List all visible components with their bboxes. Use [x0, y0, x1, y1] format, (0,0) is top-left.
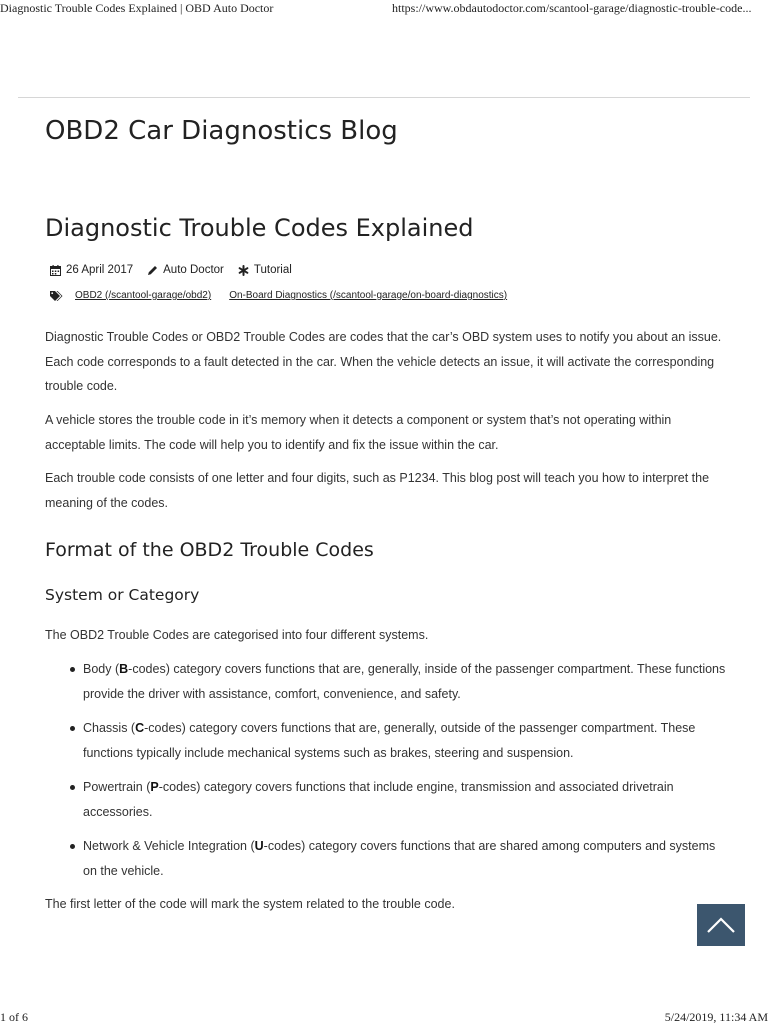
subsection-heading: System or Category — [45, 586, 200, 604]
system-letter: C — [135, 721, 145, 735]
tag-link-on-board-diagnostics[interactable]: On-Board Diagnostics (/scantool-garage/on-board-diagnostics) — [229, 290, 508, 301]
post-category-text[interactable]: Tutorial — [253, 264, 292, 276]
post-category — [238, 264, 292, 276]
list-item: Network & Vehicle Integration (U-codes) category covers functions that are shared among computers and systems on the vehicle. — [70, 834, 730, 883]
intro-paragraph-1: Diagnostic Trouble Codes or OBD2 Trouble Codes are codes that the car’s OBD system uses to notify you about an issue. Each code corresponds to a fault detected in the car. When the vehicle detects an issue, it will activate the corresponding trouble code. — [45, 330, 722, 393]
systems-intro: The OBD2 Trouble Codes are categorised into four different systems. — [45, 628, 429, 642]
first-letter-note: The first letter of the code will mark the system related to the trouble code. — [45, 897, 455, 911]
print-header-title: Diagnostic Trouble Codes Explained | OBD Auto Doctor — [0, 1, 274, 15]
pencil-icon — [147, 265, 158, 276]
section-heading: Format of the OBD2 Trouble Codes — [45, 539, 374, 561]
list-item: Chassis (C-codes) category covers functions that are, generally, outside of the passenger compartment. These functions typically include mechanical systems such as brakes, steering and suspension. — [70, 716, 730, 765]
print-footer — [0, 1008, 768, 1024]
intro-paragraph-3: Each trouble code consists of one letter and four digits, such as P1234. This blog post will teach you how to interpret the meaning of the codes. — [45, 471, 710, 510]
print-header — [0, 0, 768, 16]
print-footer-datetime: 5/24/2019, 11:34 AM — [664, 1010, 768, 1024]
post-author — [147, 264, 224, 276]
post-date — [50, 264, 133, 276]
post-date-text: 26 April 2017 — [66, 264, 134, 276]
post-tags — [50, 290, 525, 301]
calendar-icon — [50, 265, 61, 276]
tag-link-obd2[interactable]: OBD2 (/scantool-garage/obd2) — [75, 290, 212, 301]
list-item: Powertrain (P-codes) category covers functions that include engine, transmission and associated drivetrain accessories. — [70, 775, 730, 824]
header-divider — [18, 97, 750, 98]
post-title: Diagnostic Trouble Codes Explained — [45, 214, 474, 242]
site-title[interactable]: OBD2 Car Diagnostics Blog — [45, 116, 398, 146]
asterisk-icon — [238, 265, 249, 276]
post-author-text[interactable]: Auto Doctor — [163, 264, 224, 276]
list-item: Body (B-codes) category covers functions that are, generally, inside of the passenger compartment. These functions provide the driver with assistance, comfort, convenience, and safety. — [70, 657, 730, 706]
print-footer-page: 1 of 6 — [0, 1010, 28, 1024]
post-meta — [50, 264, 306, 276]
tags-icon — [50, 291, 63, 301]
systems-list — [70, 657, 730, 893]
system-letter: P — [150, 780, 159, 794]
chevron-up-icon — [706, 916, 736, 934]
system-letter: B — [119, 662, 129, 676]
system-letter: U — [254, 839, 264, 853]
intro-paragraph-2: A vehicle stores the trouble code in it’s memory when it detects a component or system that’s not operating within acceptable limits. The code will help you to identify and fix the issue within the car. — [45, 413, 672, 452]
scroll-to-top-button[interactable] — [697, 904, 745, 946]
print-header-url: https://www.obdautodoctor.com/scantool-garage/diagnostic-trouble-code... — [392, 1, 752, 15]
